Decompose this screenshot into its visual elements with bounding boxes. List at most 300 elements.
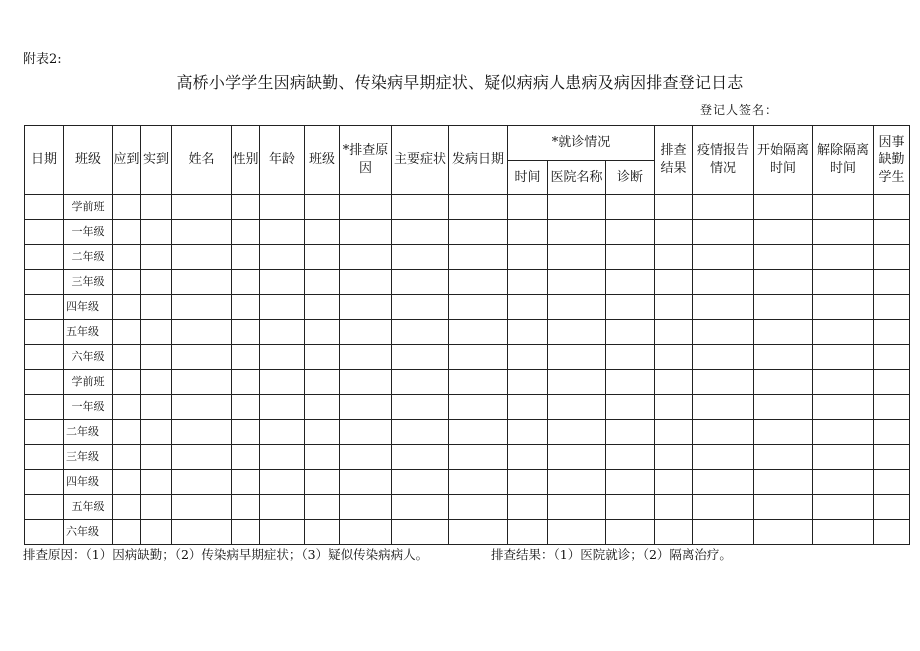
- entry-cell[interactable]: [141, 395, 172, 420]
- entry-cell[interactable]: [449, 295, 508, 320]
- entry-cell[interactable]: [508, 395, 548, 420]
- entry-cell[interactable]: [449, 495, 508, 520]
- entry-cell[interactable]: [172, 345, 232, 370]
- header-visit-info: *就诊情况: [508, 126, 655, 161]
- entry-cell[interactable]: [655, 395, 693, 420]
- entry-cell[interactable]: [449, 245, 508, 270]
- entry-cell[interactable]: [172, 295, 232, 320]
- entry-cell[interactable]: [655, 370, 693, 395]
- entry-cell[interactable]: [693, 245, 754, 270]
- entry-cell[interactable]: [141, 520, 172, 545]
- entry-cell[interactable]: [305, 245, 340, 270]
- entry-cell[interactable]: [508, 495, 548, 520]
- entry-cell[interactable]: [813, 445, 874, 470]
- entry-cell[interactable]: [260, 445, 305, 470]
- entry-cell[interactable]: [392, 520, 449, 545]
- entry-cell[interactable]: [25, 270, 64, 295]
- entry-cell[interactable]: [141, 345, 172, 370]
- entry-cell[interactable]: [693, 495, 754, 520]
- entry-cell[interactable]: [113, 420, 141, 445]
- entry-cell[interactable]: [449, 345, 508, 370]
- footer-results: 排查结果：（1）医院就诊；（2）隔离治疗。: [491, 547, 732, 562]
- entry-cell[interactable]: [172, 445, 232, 470]
- entry-cell[interactable]: [874, 220, 910, 245]
- entry-cell[interactable]: [548, 520, 606, 545]
- table-row: [25, 445, 910, 470]
- entry-cell[interactable]: [548, 195, 606, 220]
- table-row: [25, 370, 910, 395]
- entry-cell[interactable]: [655, 270, 693, 295]
- header-student-class: 班级: [305, 126, 340, 195]
- entry-cell[interactable]: [693, 470, 754, 495]
- entry-cell[interactable]: [874, 420, 910, 445]
- entry-cell[interactable]: [392, 295, 449, 320]
- entry-cell[interactable]: [25, 370, 64, 395]
- entry-cell[interactable]: [392, 445, 449, 470]
- entry-cell[interactable]: [172, 520, 232, 545]
- header-diagnosis: 诊断: [606, 161, 655, 195]
- entry-cell[interactable]: [392, 270, 449, 295]
- grade-cell: 学前班: [64, 370, 113, 395]
- entry-cell[interactable]: [25, 245, 64, 270]
- entry-cell[interactable]: [548, 295, 606, 320]
- header-age: 年龄: [260, 126, 305, 195]
- entry-cell[interactable]: [693, 195, 754, 220]
- table-row: [25, 495, 910, 520]
- entry-cell[interactable]: [141, 445, 172, 470]
- entry-cell[interactable]: [113, 220, 141, 245]
- entry-cell[interactable]: [754, 345, 813, 370]
- entry-cell[interactable]: [754, 420, 813, 445]
- entry-cell[interactable]: [548, 420, 606, 445]
- entry-cell[interactable]: [508, 470, 548, 495]
- grade-cell: 学前班: [64, 195, 113, 220]
- page-title: 高桥小学学生因病缺勤、传染病早期症状、疑似病病人患病及病因排查登记日志: [176, 73, 744, 92]
- entry-cell[interactable]: [693, 420, 754, 445]
- entry-cell[interactable]: [606, 420, 655, 445]
- entry-cell[interactable]: [232, 470, 260, 495]
- entry-cell[interactable]: [172, 220, 232, 245]
- entry-cell[interactable]: [113, 245, 141, 270]
- entry-cell[interactable]: [754, 470, 813, 495]
- entry-cell[interactable]: [141, 370, 172, 395]
- table-row: [25, 220, 910, 245]
- entry-cell[interactable]: [113, 520, 141, 545]
- entry-cell[interactable]: [754, 295, 813, 320]
- entry-cell[interactable]: [260, 195, 305, 220]
- header-visit-time: 时间: [508, 161, 548, 195]
- entry-cell[interactable]: [813, 495, 874, 520]
- entry-cell[interactable]: [693, 370, 754, 395]
- entry-cell[interactable]: [141, 495, 172, 520]
- entry-cell[interactable]: [813, 470, 874, 495]
- entry-cell[interactable]: [548, 245, 606, 270]
- entry-cell[interactable]: [813, 295, 874, 320]
- grade-cell: 五年级: [64, 495, 113, 520]
- entry-cell[interactable]: [340, 245, 392, 270]
- entry-cell[interactable]: [141, 270, 172, 295]
- entry-cell[interactable]: [693, 520, 754, 545]
- entry-cell[interactable]: [141, 470, 172, 495]
- entry-cell[interactable]: [548, 320, 606, 345]
- entry-cell[interactable]: [754, 445, 813, 470]
- header-actual-attend: 实到: [141, 126, 172, 195]
- entry-cell[interactable]: [113, 295, 141, 320]
- header-isolation-end: 解除隔离时间: [813, 126, 874, 195]
- entry-cell[interactable]: [693, 270, 754, 295]
- entry-cell[interactable]: [449, 220, 508, 245]
- entry-cell[interactable]: [232, 320, 260, 345]
- grade-cell: 五年级: [64, 320, 113, 345]
- entry-cell[interactable]: [693, 320, 754, 345]
- entry-cell[interactable]: [305, 370, 340, 395]
- entry-cell[interactable]: [305, 395, 340, 420]
- entry-cell[interactable]: [874, 495, 910, 520]
- entry-cell[interactable]: [260, 370, 305, 395]
- entry-cell[interactable]: [172, 270, 232, 295]
- entry-cell[interactable]: [606, 295, 655, 320]
- entry-cell[interactable]: [392, 495, 449, 520]
- entry-cell[interactable]: [655, 295, 693, 320]
- entry-cell[interactable]: [305, 295, 340, 320]
- entry-cell[interactable]: [340, 270, 392, 295]
- entry-cell[interactable]: [392, 470, 449, 495]
- entry-cell[interactable]: [260, 220, 305, 245]
- entry-cell[interactable]: [141, 295, 172, 320]
- entry-cell[interactable]: [874, 470, 910, 495]
- entry-cell[interactable]: [813, 345, 874, 370]
- header-onset-date: 发病日期: [449, 126, 508, 195]
- entry-cell[interactable]: [232, 245, 260, 270]
- entry-cell[interactable]: [655, 220, 693, 245]
- entry-cell[interactable]: [548, 470, 606, 495]
- entry-cell[interactable]: [754, 195, 813, 220]
- table-row: [25, 195, 910, 220]
- entry-cell[interactable]: [548, 445, 606, 470]
- entry-cell[interactable]: [232, 420, 260, 445]
- entry-cell[interactable]: [508, 520, 548, 545]
- entry-cell[interactable]: [392, 195, 449, 220]
- entry-cell[interactable]: [25, 445, 64, 470]
- grade-cell: 三年级: [64, 445, 113, 470]
- entry-cell[interactable]: [754, 320, 813, 345]
- entry-cell[interactable]: [508, 420, 548, 445]
- entry-cell[interactable]: [392, 345, 449, 370]
- grade-cell: 四年级: [64, 295, 113, 320]
- entry-cell[interactable]: [305, 495, 340, 520]
- entry-cell[interactable]: [113, 470, 141, 495]
- table-row: [25, 345, 910, 370]
- entry-cell[interactable]: [392, 245, 449, 270]
- log-table: [24, 125, 910, 545]
- entry-cell[interactable]: [693, 395, 754, 420]
- entry-cell[interactable]: [874, 445, 910, 470]
- entry-cell[interactable]: [606, 245, 655, 270]
- entry-cell[interactable]: [25, 520, 64, 545]
- entry-cell[interactable]: [260, 270, 305, 295]
- entry-cell[interactable]: [606, 195, 655, 220]
- entry-cell[interactable]: [449, 520, 508, 545]
- entry-cell[interactable]: [113, 495, 141, 520]
- entry-cell[interactable]: [655, 195, 693, 220]
- entry-cell[interactable]: [508, 370, 548, 395]
- entry-cell[interactable]: [754, 395, 813, 420]
- entry-cell[interactable]: [754, 245, 813, 270]
- entry-cell[interactable]: [606, 320, 655, 345]
- header-hospital-name: 医院名称: [548, 161, 606, 195]
- entry-cell[interactable]: [754, 520, 813, 545]
- entry-cell[interactable]: [655, 470, 693, 495]
- entry-cell[interactable]: [813, 245, 874, 270]
- grade-cell: 一年级: [64, 220, 113, 245]
- entry-cell[interactable]: [548, 370, 606, 395]
- entry-cell[interactable]: [655, 495, 693, 520]
- entry-cell[interactable]: [113, 320, 141, 345]
- entry-cell[interactable]: [340, 370, 392, 395]
- entry-cell[interactable]: [548, 270, 606, 295]
- entry-cell[interactable]: [874, 295, 910, 320]
- entry-cell[interactable]: [392, 395, 449, 420]
- entry-cell[interactable]: [813, 320, 874, 345]
- entry-cell[interactable]: [113, 445, 141, 470]
- entry-cell[interactable]: [340, 320, 392, 345]
- entry-cell[interactable]: [172, 470, 232, 495]
- entry-cell[interactable]: [874, 395, 910, 420]
- entry-cell[interactable]: [508, 345, 548, 370]
- entry-cell[interactable]: [232, 270, 260, 295]
- entry-cell[interactable]: [813, 270, 874, 295]
- entry-cell[interactable]: [260, 395, 305, 420]
- header-investigation-result: 排查结果: [655, 126, 693, 195]
- entry-cell[interactable]: [874, 270, 910, 295]
- table-row: [25, 420, 910, 445]
- entry-cell[interactable]: [655, 245, 693, 270]
- entry-cell[interactable]: [874, 370, 910, 395]
- entry-cell[interactable]: [548, 220, 606, 245]
- entry-cell[interactable]: [25, 195, 64, 220]
- grade-cell: 六年级: [64, 345, 113, 370]
- entry-cell[interactable]: [340, 295, 392, 320]
- entry-cell[interactable]: [693, 295, 754, 320]
- entry-cell[interactable]: [340, 495, 392, 520]
- entry-cell[interactable]: [305, 195, 340, 220]
- entry-cell[interactable]: [25, 420, 64, 445]
- entry-cell[interactable]: [232, 345, 260, 370]
- entry-cell[interactable]: [392, 320, 449, 345]
- entry-cell[interactable]: [655, 520, 693, 545]
- entry-cell[interactable]: [25, 220, 64, 245]
- entry-cell[interactable]: [449, 370, 508, 395]
- entry-cell[interactable]: [606, 445, 655, 470]
- log-body: [25, 195, 910, 545]
- table-row: [25, 395, 910, 420]
- entry-cell[interactable]: [449, 195, 508, 220]
- table-row: [25, 295, 910, 320]
- entry-cell[interactable]: [260, 245, 305, 270]
- entry-cell[interactable]: [260, 320, 305, 345]
- entry-cell[interactable]: [813, 220, 874, 245]
- entry-cell[interactable]: [548, 345, 606, 370]
- entry-cell[interactable]: [340, 220, 392, 245]
- entry-cell[interactable]: [305, 520, 340, 545]
- entry-cell[interactable]: [874, 345, 910, 370]
- entry-cell[interactable]: [340, 470, 392, 495]
- entry-cell[interactable]: [813, 195, 874, 220]
- entry-cell[interactable]: [606, 470, 655, 495]
- entry-cell[interactable]: [655, 320, 693, 345]
- entry-cell[interactable]: [232, 445, 260, 470]
- entry-cell[interactable]: [25, 470, 64, 495]
- entry-cell[interactable]: [305, 345, 340, 370]
- entry-cell[interactable]: [172, 395, 232, 420]
- header-name: 姓名: [172, 126, 232, 195]
- header-should-attend: 应到: [113, 126, 141, 195]
- header-date: 日期: [25, 126, 64, 195]
- entry-cell[interactable]: [260, 420, 305, 445]
- entry-cell[interactable]: [141, 245, 172, 270]
- entry-cell[interactable]: [754, 370, 813, 395]
- entry-cell[interactable]: [449, 420, 508, 445]
- entry-cell[interactable]: [232, 195, 260, 220]
- entry-cell[interactable]: [305, 220, 340, 245]
- entry-cell[interactable]: [113, 270, 141, 295]
- attachment-label: 附表2:: [23, 52, 62, 67]
- entry-cell[interactable]: [392, 220, 449, 245]
- entry-cell[interactable]: [655, 445, 693, 470]
- entry-cell[interactable]: [548, 495, 606, 520]
- entry-cell[interactable]: [754, 270, 813, 295]
- grade-cell: 六年级: [64, 520, 113, 545]
- entry-cell[interactable]: [25, 320, 64, 345]
- grade-cell: 三年级: [64, 270, 113, 295]
- entry-cell[interactable]: [606, 395, 655, 420]
- entry-cell[interactable]: [392, 420, 449, 445]
- entry-cell[interactable]: [606, 270, 655, 295]
- header-personal-absence: 因事缺勤学生: [874, 126, 910, 195]
- entry-cell[interactable]: [655, 420, 693, 445]
- entry-cell[interactable]: [508, 320, 548, 345]
- entry-cell[interactable]: [874, 520, 910, 545]
- entry-cell[interactable]: [172, 495, 232, 520]
- table-row: [25, 470, 910, 495]
- entry-cell[interactable]: [25, 345, 64, 370]
- entry-cell[interactable]: [606, 495, 655, 520]
- entry-cell[interactable]: [305, 270, 340, 295]
- entry-cell[interactable]: [232, 495, 260, 520]
- table-row: [25, 320, 910, 345]
- entry-cell[interactable]: [172, 420, 232, 445]
- entry-cell[interactable]: [449, 270, 508, 295]
- entry-cell[interactable]: [392, 370, 449, 395]
- entry-cell[interactable]: [113, 345, 141, 370]
- entry-cell[interactable]: [232, 370, 260, 395]
- entry-cell[interactable]: [232, 520, 260, 545]
- entry-cell[interactable]: [874, 245, 910, 270]
- entry-cell[interactable]: [113, 370, 141, 395]
- header-investigation-reason: *排查原因: [340, 126, 392, 195]
- entry-cell[interactable]: [508, 295, 548, 320]
- entry-cell[interactable]: [260, 345, 305, 370]
- header-class: 班级: [64, 126, 113, 195]
- entry-cell[interactable]: [340, 345, 392, 370]
- entry-cell[interactable]: [113, 395, 141, 420]
- entry-cell[interactable]: [606, 520, 655, 545]
- table-row: [25, 270, 910, 295]
- entry-cell[interactable]: [508, 445, 548, 470]
- entry-cell[interactable]: [340, 395, 392, 420]
- entry-cell[interactable]: [606, 370, 655, 395]
- entry-cell[interactable]: [606, 220, 655, 245]
- entry-cell[interactable]: [232, 395, 260, 420]
- entry-cell[interactable]: [340, 520, 392, 545]
- entry-cell[interactable]: [449, 320, 508, 345]
- entry-cell[interactable]: [340, 420, 392, 445]
- entry-cell[interactable]: [508, 245, 548, 270]
- entry-cell[interactable]: [25, 295, 64, 320]
- entry-cell[interactable]: [260, 495, 305, 520]
- entry-cell[interactable]: [813, 370, 874, 395]
- entry-cell[interactable]: [141, 320, 172, 345]
- entry-cell[interactable]: [113, 195, 141, 220]
- entry-cell[interactable]: [305, 445, 340, 470]
- entry-cell[interactable]: [305, 320, 340, 345]
- entry-cell[interactable]: [172, 320, 232, 345]
- entry-cell[interactable]: [172, 195, 232, 220]
- entry-cell[interactable]: [449, 445, 508, 470]
- entry-cell[interactable]: [260, 520, 305, 545]
- entry-cell[interactable]: [232, 295, 260, 320]
- entry-cell[interactable]: [655, 345, 693, 370]
- entry-cell[interactable]: [141, 420, 172, 445]
- entry-cell[interactable]: [25, 495, 64, 520]
- grade-cell: 四年级: [64, 470, 113, 495]
- entry-cell[interactable]: [874, 320, 910, 345]
- entry-cell[interactable]: [340, 445, 392, 470]
- entry-cell[interactable]: [606, 345, 655, 370]
- entry-cell[interactable]: [141, 195, 172, 220]
- entry-cell[interactable]: [508, 270, 548, 295]
- entry-cell[interactable]: [340, 195, 392, 220]
- entry-cell[interactable]: [813, 520, 874, 545]
- table-row: [25, 245, 910, 270]
- entry-cell[interactable]: [813, 420, 874, 445]
- entry-cell[interactable]: [548, 395, 606, 420]
- entry-cell[interactable]: [508, 220, 548, 245]
- entry-cell[interactable]: [693, 445, 754, 470]
- entry-cell[interactable]: [141, 220, 172, 245]
- entry-cell[interactable]: [305, 470, 340, 495]
- entry-cell[interactable]: [260, 295, 305, 320]
- entry-cell[interactable]: [449, 395, 508, 420]
- entry-cell[interactable]: [754, 495, 813, 520]
- entry-cell[interactable]: [172, 370, 232, 395]
- entry-cell[interactable]: [874, 195, 910, 220]
- entry-cell[interactable]: [172, 245, 232, 270]
- entry-cell[interactable]: [693, 345, 754, 370]
- entry-cell[interactable]: [260, 470, 305, 495]
- entry-cell[interactable]: [449, 470, 508, 495]
- entry-cell[interactable]: [693, 220, 754, 245]
- entry-cell[interactable]: [25, 395, 64, 420]
- entry-cell[interactable]: [754, 220, 813, 245]
- footer-notes: [23, 545, 732, 563]
- grade-cell: 一年级: [64, 395, 113, 420]
- entry-cell[interactable]: [305, 420, 340, 445]
- entry-cell[interactable]: [232, 220, 260, 245]
- entry-cell[interactable]: [813, 395, 874, 420]
- header-epidemic-report: 疫情报告情况: [693, 126, 754, 195]
- entry-cell[interactable]: [508, 195, 548, 220]
